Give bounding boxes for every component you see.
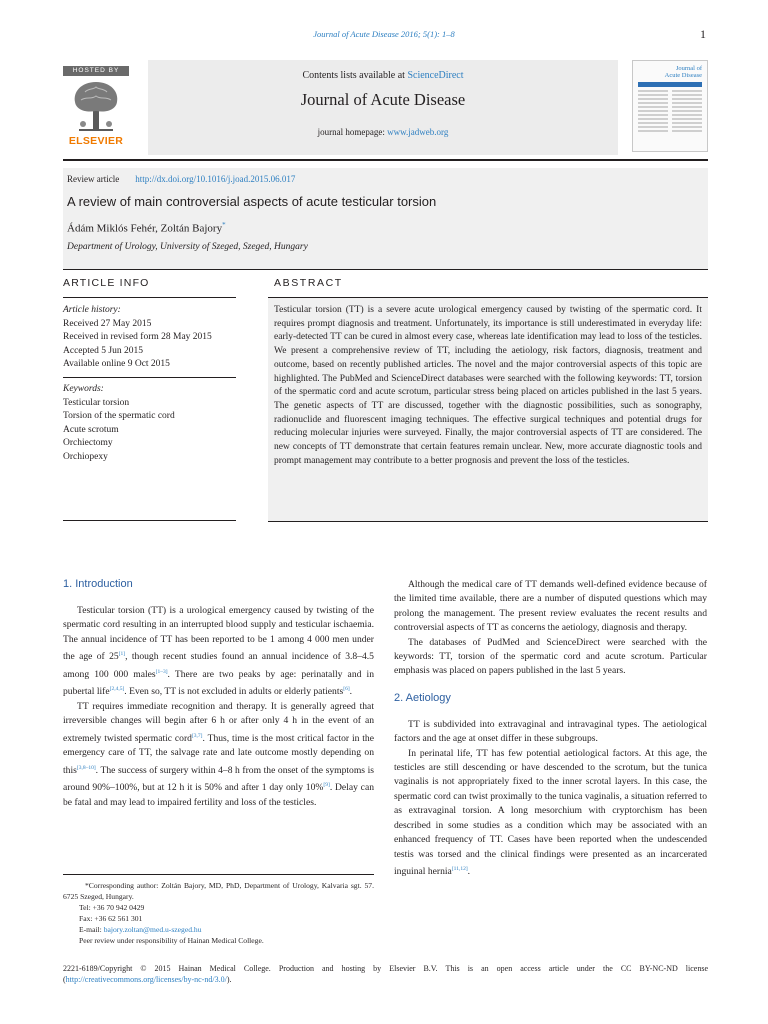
keyword-item: Testicular torsion xyxy=(63,397,130,408)
history-received: Received 27 May 2015 xyxy=(63,318,152,329)
keywords-block xyxy=(63,377,236,465)
elsevier-tree-icon xyxy=(67,78,125,134)
elsevier-wordmark: ELSEVIER xyxy=(68,135,124,147)
citation-link[interactable]: [1–3] xyxy=(155,668,168,675)
authors-line xyxy=(67,221,704,235)
aetiology-paragraph: TT is subdivided into extravaginal and intravaginal types. The aetiological factors and the age at onset differ in these subgroups. xyxy=(394,718,707,745)
citation-link[interactable]: [11,12] xyxy=(451,865,468,872)
article-title: A review of main controversial aspects of acute testicular torsion xyxy=(67,194,437,209)
homepage-prefix: journal homepage: xyxy=(317,127,388,137)
article-history-label: Article history: xyxy=(63,305,121,315)
publisher-logo xyxy=(63,66,129,148)
citation-link[interactable]: [9] xyxy=(323,782,330,789)
corresponding-author-mark[interactable]: * xyxy=(222,221,226,229)
masthead xyxy=(63,60,708,155)
keyword-item: Orchiectomy xyxy=(63,438,113,449)
article-info-heading: ARTICLE INFO xyxy=(63,277,150,289)
introduction-paragraph: Although the medical care of TT demands well-defined evidence because of the limited time available, there are a number of disputed questions which may prolong the management. The present review evaluates the recent results and controversial aspects of TT as concerns the aetiology, diagnosis and therapy. xyxy=(394,579,707,634)
keyword-item: Orchiopexy xyxy=(63,451,108,462)
journal-cover-thumbnail xyxy=(632,60,708,152)
doi-link[interactable]: http://dx.doi.org/10.1016/j.joad.2015.06.017 xyxy=(135,174,296,184)
peer-review-note: Peer review under responsibility of Hainan Medical College. xyxy=(79,936,264,945)
abstract-text: Testicular torsion (TT) is a severe acute urological emergency caused by twisting of the spermatic cord. It requires prompt diagnosis and treatment. Unfortunately, its importance is still underestimated in everyday life: early-detected TT can be cured in almost every case, whereas late identification may lead to loss of the testicles. We present a comprehensive review of TT, including the aetiology, risk factors, diagnosis, treatment and outcome, based on recently published articles. The novel and the major controversial aspects of this topic are highlighted. The PubMed and ScienceDirect databases were searched with the following keywords: TT, torsion of the spermatic cord and acute scrotum, particular stress being placed on articles published in the last 5 years. The genetic aspects of TT are discussed, together with the diagnostic possibilities, such as sonography, radionuclide and fluorescent imaging techniques. The effective surgical techniques and potential drugs for reducing molecular injuries were surveyed. Finally, the major controversial aspects of TT are considered. The new concepts of TT demonstrate that certain features remain unclear. New, more accurate diagnostic tools and prompt management may contribute to a better prognosis and prevent the loss of the testicles. xyxy=(274,305,702,466)
introduction-heading: 1. Introduction xyxy=(63,578,133,590)
corresponding-author-note: *Corresponding author: Zoltán Bajory, MD, PhD, Department of Urology, Kalvaria sgt. 57. 6725 Szeged, Hungary. xyxy=(63,881,374,901)
contents-line xyxy=(148,70,618,81)
telephone: Tel: +36 70 942 0429 xyxy=(79,903,145,912)
history-accepted: Accepted 5 Jun 2015 xyxy=(63,345,143,356)
email-line: E-mail: bajory.zoltan@med.u-szeged.hu xyxy=(79,925,202,934)
introduction-paragraph: Testicular torsion (TT) is a urological emergency caused by twisting of the spermatic cord resulting in an interrupted blood supply and testicular ischaemia. The annual incidence of TT has been reported to be 1 among 4 000 men under the age of 25[1], though recent studies found an annual incidence of 3.8–4.5 among 100 000 males[1–3]. There are two peaks by age: perinatally and in pubertal life[2,4,5]. Even so, TT is not excluded in adults or elderly patients[6]. xyxy=(63,605,374,698)
journal-title: Journal of Acute Disease xyxy=(300,90,466,109)
contents-prefix: Contents lists available at xyxy=(302,70,408,81)
author-names: Ádám Miklós Fehér, Zoltán Bajory xyxy=(67,222,223,235)
hosted-by-label: HOSTED BY xyxy=(63,66,129,76)
page-number: 1 xyxy=(700,27,706,41)
citation-link[interactable]: [3,8–10] xyxy=(76,764,96,771)
body-right-column xyxy=(394,578,707,880)
keyword-item: Acute scrotum xyxy=(63,424,119,435)
introduction-paragraph: The databases of PudMed and ScienceDirect were searched with the keywords: TT, torsion of the spermatic cord and acute scrotum. Particular emphasis was placed on papers published in the last 5 years. xyxy=(394,636,707,677)
email-link[interactable]: bajory.zoltan@med.u-szeged.hu xyxy=(103,925,202,934)
sciencedirect-link[interactable]: ScienceDirect xyxy=(407,70,464,81)
abstract-column xyxy=(268,270,708,522)
copyright-notice: 2221-6189/Copyright © 2015 Hainan Medical College. Production and hosting by Elsevier B.V. This is an open access article under the CC BY-NC-ND license (http://creativecommons.org/licenses/by-nc-nd/3.0/). xyxy=(63,964,708,984)
masthead-rule xyxy=(63,159,708,161)
abstract-heading: ABSTRACT xyxy=(274,277,343,289)
article-history xyxy=(63,297,236,372)
keyword-item: Torsion of the spermatic cord xyxy=(63,411,175,422)
fax: Fax: +36 62 561 301 xyxy=(79,914,143,923)
history-revised: Received in revised form 28 May 2015 xyxy=(63,332,212,343)
keywords-label: Keywords: xyxy=(63,383,104,394)
license-link[interactable]: http://creativecommons.org/licenses/by-nc-nd/3.0/ xyxy=(65,975,227,984)
body-left-column xyxy=(63,578,374,810)
aetiology-paragraph: In perinatal life, TT has few potential aetiological factors. At this age, the testicles are still descending or have descended to the scrotum, but the tunica vaginalis is not appropriately fixed to the inner scrotal layers. In this case, the spermatic cord can twist proximally to the tunica vaginalis, a situation referred to as extravaginal torsion. A long mesorchium with cryptorchism has been described in some studies as a condition which may be associated with an enhanced frequency of TT. Cases have been reported when the undescended testis was torsed and the clinical findings were presented as an incarcerated inguinal hernia[11,12]. xyxy=(394,747,707,878)
introduction-paragraph: TT requires immediate recognition and therapy. It is generally agreed that irreversible changes will begin after 6 h or after only 4 h in the event of an extremely twisted spermatic cord[3,7]. Thus, time is the most critical factor in the emergency care of TT, the salvage rate and late outcome mostly depending on this[3,8–10]. The success of surgery within 4–8 h from the onset of the symptoms is around 90%–100%, but at 12 h it is 50% and after 1 day only 10%[9]. Delay can be fatal and may lead to impaired fertility and loss of the testicles. xyxy=(63,701,374,808)
article-type-line xyxy=(67,174,704,184)
title-block xyxy=(63,168,708,269)
running-head: Journal of Acute Disease 2016; 5(1): 1–8 xyxy=(313,29,455,39)
article-type: Review article xyxy=(67,174,120,184)
journal-homepage-link[interactable]: www.jadweb.org xyxy=(387,127,449,137)
history-online: Available online 9 Oct 2015 xyxy=(63,359,170,370)
cover-band xyxy=(638,82,702,87)
citation-link[interactable]: [3,7] xyxy=(191,732,203,739)
footnotes xyxy=(63,874,374,946)
cover-title: Journal of Acute Disease xyxy=(664,65,702,80)
citation-link[interactable]: [1] xyxy=(118,651,126,658)
citation-link[interactable]: [6] xyxy=(343,686,350,693)
citation-link[interactable]: [2,4,5] xyxy=(109,686,125,693)
affiliation: Department of Urology, University of Szeged, Szeged, Hungary xyxy=(67,241,308,252)
aetiology-heading: 2. Aetiology xyxy=(394,691,451,704)
article-info-column xyxy=(63,270,236,465)
cover-text-lines xyxy=(638,90,702,134)
journal-banner xyxy=(148,60,618,155)
abstract-bottom-rule xyxy=(268,521,708,522)
homepage-line xyxy=(148,127,618,137)
abstract-box xyxy=(268,297,708,522)
article-info-bottom-rule xyxy=(63,520,236,521)
